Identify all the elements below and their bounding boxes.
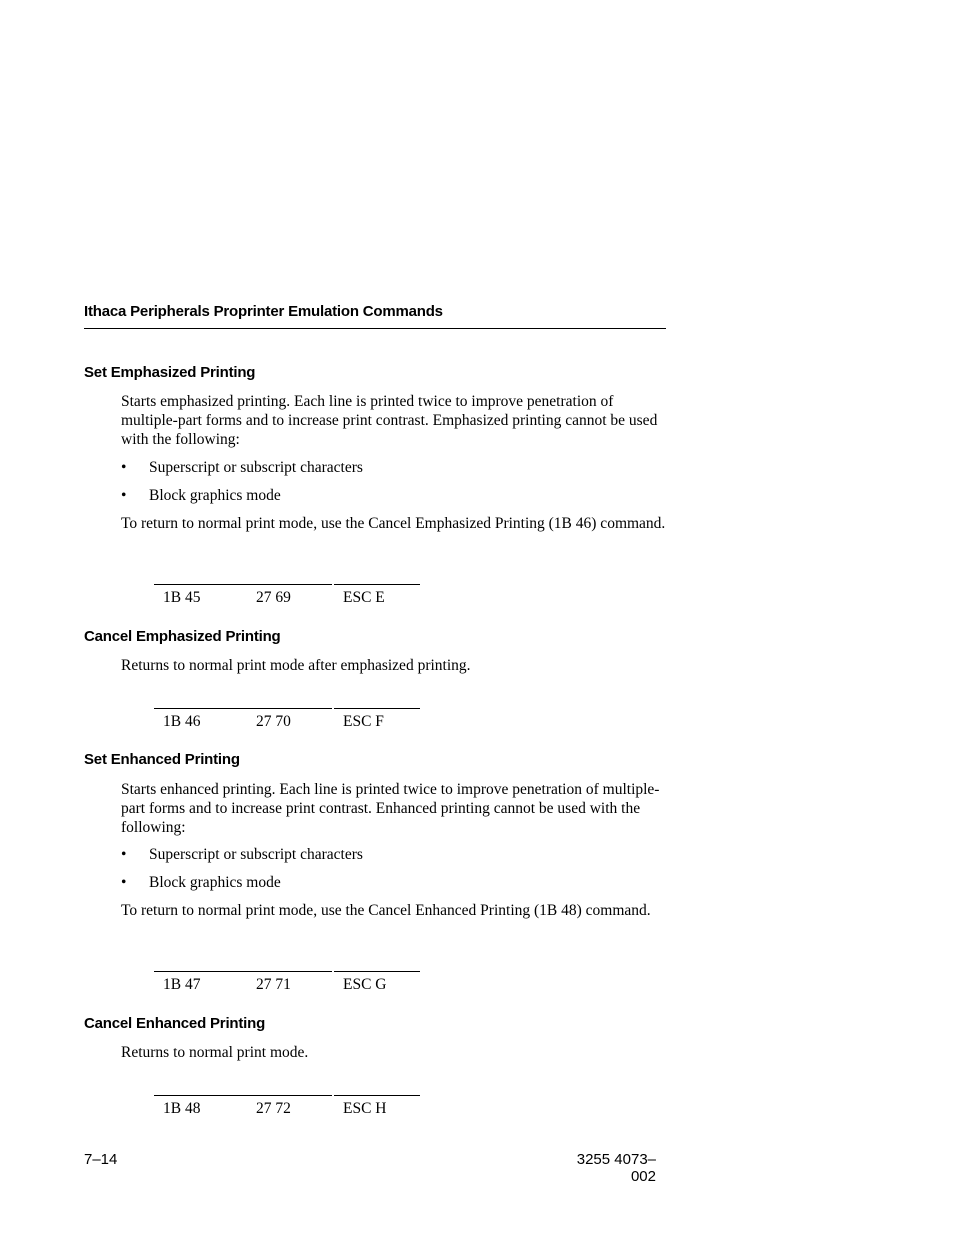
section-heading-set-enhanced: Set Enhanced Printing [84, 751, 240, 768]
section-note-set-emphasized: To return to normal print mode, use the Cancel Emphasized Printing (1B 46) command. [121, 515, 666, 532]
command-code-row [154, 708, 420, 738]
section-heading-set-emphasized: Set Emphasized Printing [84, 364, 256, 381]
command-ascii: ESC F [343, 713, 384, 730]
command-hex: 1B 47 [163, 976, 201, 993]
command-ascii: ESC H [343, 1100, 387, 1117]
command-hex: 1B 46 [163, 713, 201, 730]
rule-line [154, 584, 332, 585]
running-header-title: Ithaca Peripherals Proprinter Emulation Commands [84, 303, 443, 320]
section-intro-set-emphasized: Starts emphasized printing. Each line is printed twice to improve penetration of multiple-part forms and to increase print contrast. Emphasized printing cannot be used with the following: [121, 393, 658, 448]
section-note-set-enhanced: To return to normal print mode, use the Cancel Enhanced Printing (1B 48) command. [121, 902, 651, 919]
page-number: 7–14 [84, 1151, 118, 1168]
command-code-row [154, 971, 420, 1001]
document-number: 3255 4073–002 [576, 1151, 656, 1185]
command-hex: 1B 48 [163, 1100, 201, 1117]
command-decimal: 27 72 [256, 1100, 291, 1117]
bullet-glyph: • [121, 874, 127, 891]
command-code-row [154, 1095, 420, 1125]
rule-line [154, 1095, 332, 1096]
section-heading-cancel-emphasized: Cancel Emphasized Printing [84, 628, 281, 645]
section-intro-cancel-emphasized: Returns to normal print mode after emphasized printing. [121, 657, 471, 674]
section-heading-cancel-enhanced: Cancel Enhanced Printing [84, 1015, 266, 1032]
rule-line [334, 584, 420, 585]
command-decimal: 27 71 [256, 976, 291, 993]
section-intro-set-enhanced: Starts enhanced printing. Each line is printed twice to improve penetration of multiple-part forms and to increase print contrast. Enhanced printing cannot be used with the following: [121, 781, 660, 836]
list-item-text: Superscript or subscript characters [149, 846, 363, 863]
list-item-text: Block graphics mode [149, 874, 281, 891]
command-code-row [154, 584, 420, 614]
bullet-glyph: • [121, 487, 127, 504]
list-item-text: Block graphics mode [149, 487, 281, 504]
rule-line [154, 971, 332, 972]
rule-line [154, 708, 332, 709]
running-header [84, 303, 666, 329]
list-item-text: Superscript or subscript characters [149, 459, 363, 476]
command-decimal: 27 69 [256, 589, 291, 606]
rule-line [334, 1095, 420, 1096]
command-hex: 1B 45 [163, 589, 201, 606]
rule-line [334, 971, 420, 972]
rule-line [334, 708, 420, 709]
bullet-glyph: • [121, 459, 127, 476]
section-intro-cancel-enhanced: Returns to normal print mode. [121, 1044, 309, 1061]
command-ascii: ESC E [343, 589, 385, 606]
bullet-glyph: • [121, 846, 127, 863]
command-ascii: ESC G [343, 976, 387, 993]
command-decimal: 27 70 [256, 713, 291, 730]
